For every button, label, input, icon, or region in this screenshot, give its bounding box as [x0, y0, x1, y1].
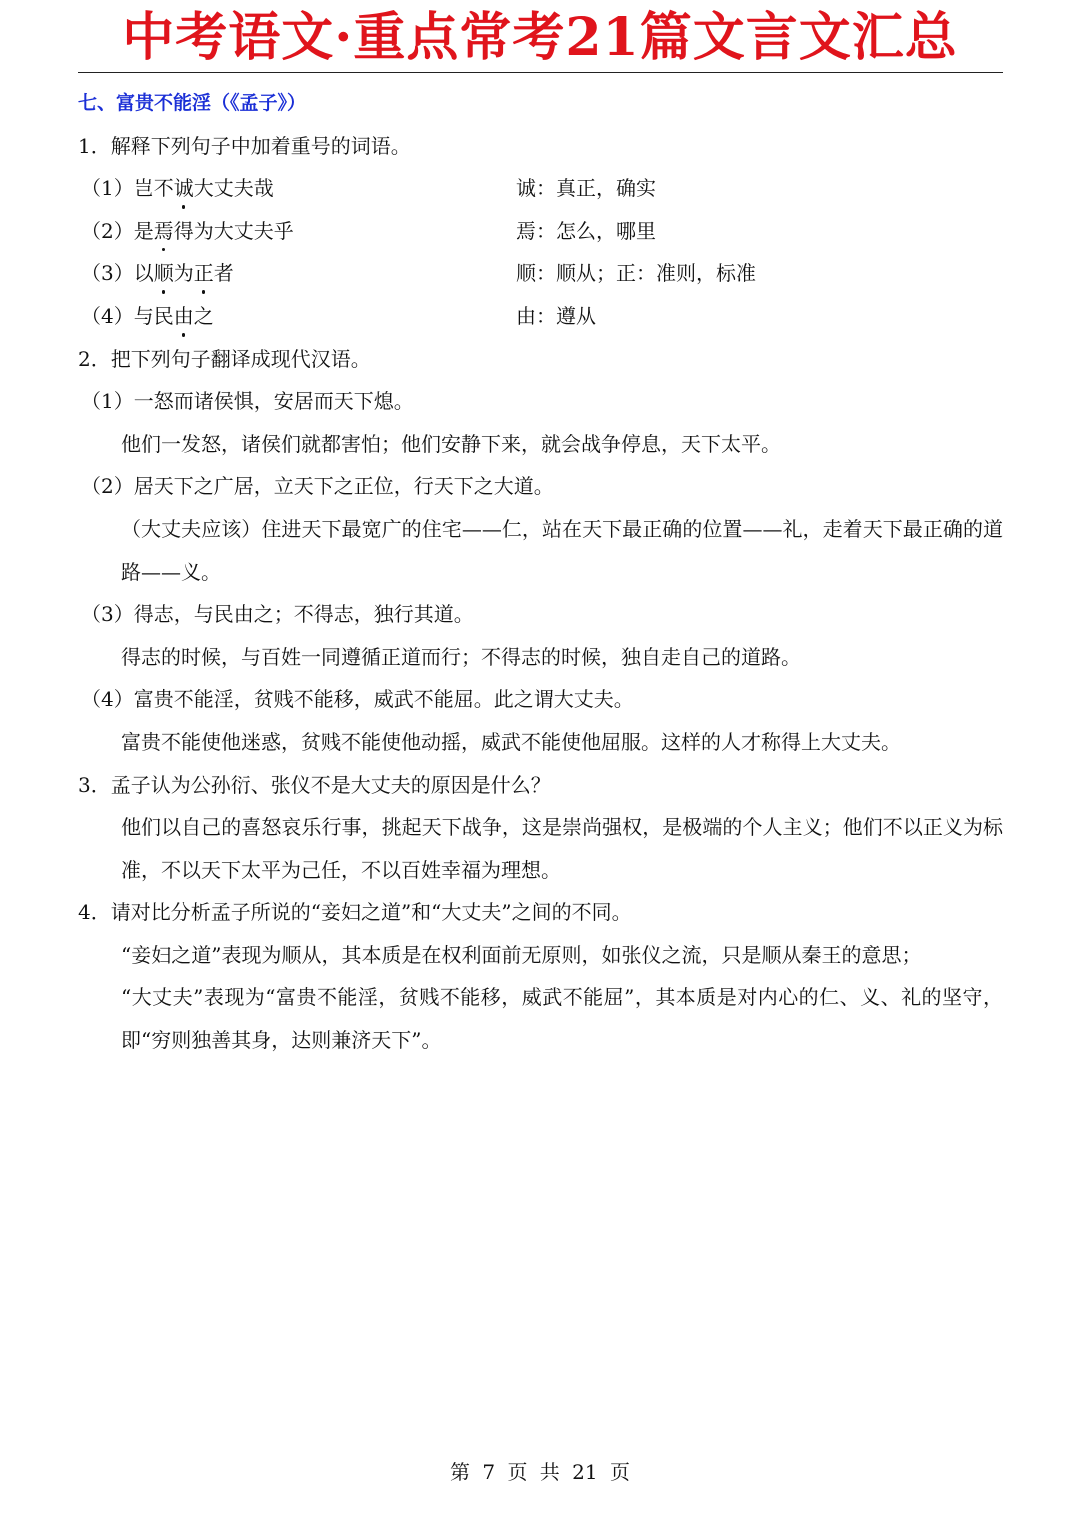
question-4-answer-1: “妾妇之道”表现为顺从，其本质是在权利面前无原则，如张仪之流，只是顺从秦王的意思；: [121, 942, 922, 967]
emphasis-word: 诚: [174, 167, 194, 210]
vocab-answer: 焉：怎么，哪里: [516, 218, 656, 243]
question-1-prompt: 1．解释下列句子中加着重号的词语。: [78, 133, 411, 158]
emphasis-word: 由: [174, 295, 194, 338]
translation-sentence: （3）得志，与民由之；不得志，独行其道。: [81, 602, 474, 627]
emphasis-word: 焉: [154, 210, 174, 253]
vocab-answer: 由：遵从: [516, 303, 596, 328]
vocab-item-1: [78, 167, 1003, 210]
translation-answer: 他们一发怒，诸侯们就都害怕；他们安静下来，就会战争停息，天下太平。: [121, 431, 781, 456]
translation-sentence: （1）一怒而诸侯惧，安居而天下熄。: [81, 389, 414, 414]
vocab-phrase: （1）岂不诚大丈夫哉: [78, 167, 516, 210]
page-number: 第 7 页 共 21 页: [450, 1460, 630, 1484]
vocab-phrase: （3）以顺为正者: [78, 252, 516, 295]
vocab-item-3: [78, 252, 1003, 295]
document-body: [78, 82, 1003, 1062]
vocab-answer: 诚：真正，确实: [516, 176, 656, 201]
translation-sentence: （4）富贵不能淫，贫贱不能移，威武不能屈。此之谓大丈夫。: [81, 687, 634, 712]
translation-answer: 得志的时候，与百姓一同遵循正道而行；不得志的时候，独自走自己的道路。: [121, 644, 801, 669]
vocab-phrase: （4）与民由之: [78, 295, 516, 338]
translation-sentence: （2）居天下之广居，立天下之正位，行天下之大道。: [81, 474, 554, 499]
question-4-answer-2: “大丈夫”表现为“富贵不能淫，贫贱不能移，威武不能屈”，其本质是对内心的仁、义、礼的坚守，即“穷则独善其身，达则兼济天下”。: [121, 985, 1003, 1053]
emphasis-word: 正: [194, 252, 214, 295]
translation-answer: 富贵不能使他迷惑，贫贱不能使他动摇，威武不能使他屈服。这样的人才称得上大丈夫。: [121, 729, 901, 754]
vocab-answer: 顺：顺从；正：准则，标准: [516, 261, 756, 286]
emphasis-word: 顺: [154, 252, 174, 295]
question-3-answer: 他们以自己的喜怒哀乐行事，挑起天下战争，这是崇尚强权，是极端的个人主义；他们不以正义为标准，不以天下太平为己任，不以百姓幸福为理想。: [121, 815, 1003, 882]
header-rule: [78, 72, 1003, 73]
section-title: 七、富贵不能淫（《孟子》）: [78, 92, 307, 114]
question-2-prompt: 2．把下列句子翻译成现代汉语。: [78, 346, 371, 371]
translation-answer: （大丈夫应该）住进天下最宽广的住宅——仁，站在天下最正确的位置——礼，走着天下最正确的道路——义。: [121, 516, 1003, 584]
page-title: 中考语文·重点常考21篇文言文汇总: [122, 7, 958, 68]
question-4-prompt: 4．请对比分析孟子所说的“妾妇之道”和“大丈夫”之间的不同。: [78, 900, 632, 925]
vocab-phrase: （2）是焉得为大丈夫乎: [78, 210, 516, 253]
vocab-item-2: [78, 210, 1003, 253]
question-3-prompt: 3．孟子认为公孙衍、张仪不是大丈夫的原因是什么？: [78, 772, 551, 797]
vocab-item-4: [78, 295, 1003, 338]
